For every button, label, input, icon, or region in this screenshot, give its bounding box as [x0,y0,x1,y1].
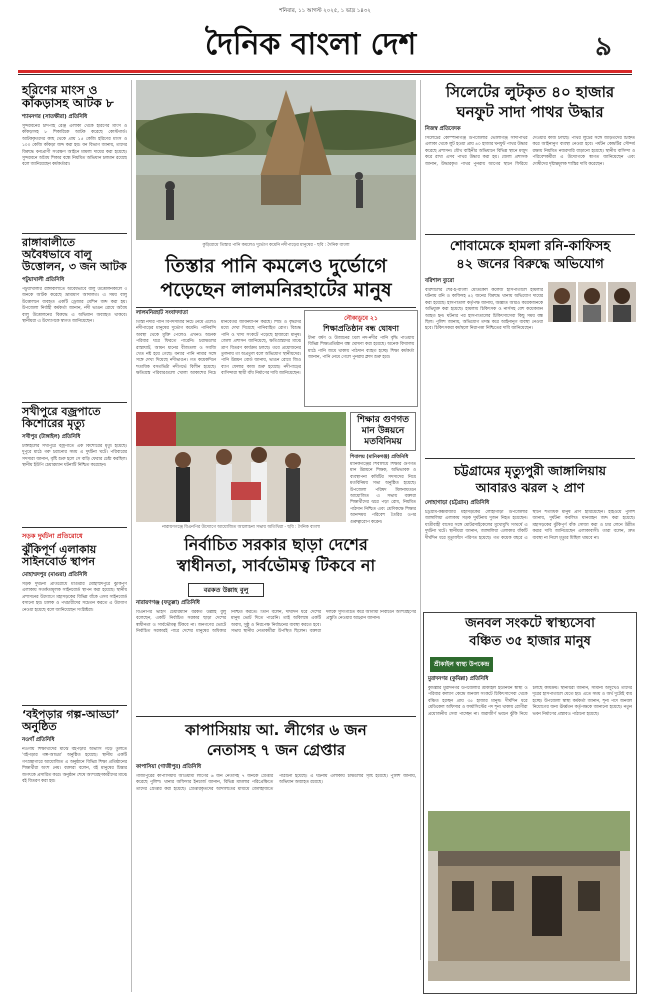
political-headline [136,534,416,576]
sylhet-headline [425,82,635,122]
health-story-box [423,612,637,994]
kicker: নৌকাডুবে ২১ [344,315,378,322]
divider [22,705,127,706]
headline: ঝুঁকিপূর্ণ এলাকায় সাইনবোর্ড স্থাপন [22,543,97,568]
story-sand-extraction [22,237,127,399]
headline: শিক্ষাপ্রতিষ্ঠান বন্ধ ঘোষণা [323,324,399,333]
chattogram-body-block [425,500,635,610]
story-deer-meat [22,84,127,230]
divider [425,458,635,459]
hospital-attack-headline [425,238,635,274]
chattogram-headline-line1: চট্টগ্রামের মৃত্যুপুরী জাঙ্গালিয়ায় [453,463,606,478]
byline: শিবালয় (মানিকগঞ্জ) প্রতিনিধি [350,455,409,460]
chattogram-headline [425,462,635,496]
byline: পটুয়াখালী প্রতিনিধি [22,277,65,283]
masthead-black-rule [18,74,632,75]
sylhet-body-block [425,126,635,236]
flood-photo-caption: কুড়িগ্রামে তিস্তার পানি কমলেও দুর্ভোগ কমেনি নদীপাড়ের মানুষের - ছবি : দৈনিক বাংলা [202,243,350,248]
story-signboard [22,531,127,702]
lead-headline-line1: তিস্তার পানি কমলেও দুর্ভোগে [165,255,387,277]
accused-portraits [548,282,636,342]
divider [425,234,635,235]
divider [22,233,127,234]
lead-headline-line2: পড়েছেন লালমনিরহাটের মানুষ [160,279,392,301]
health-headline-line1: জনবল সংকটে স্বাস্থ্যসেবা [465,616,595,631]
speaker-tag: বরকত উল্লাহ বুলু [188,583,264,597]
political-headline-line2: স্বাধীনতা, সার্বভৌমত্ব টিকবে না [176,556,376,575]
hospital-attack-headline-line2: ৪২ জনের বিরুদ্ধে অভিযোগ [456,257,604,272]
masthead-red-rule [18,70,632,73]
byline: মোহাম্মদপুর (মাগুরা) প্রতিনিধি [22,572,87,578]
divider [136,307,416,308]
health-headline [424,615,636,651]
date-line: শনিবার, ১১ আগস্ট ২০২৫, ১ ভাদ্র ১৪৩২ [279,8,371,14]
byline: শ্যামনগর (সাতক্ষীরা) প্রতিনিধি [22,114,88,120]
body-text: নওগাঁয় শিক্ষার্থীদের মাঝে বইপড়ার অভ্যাস গড়ে তুলতে ‘বইপড়ার গল্প-আড্ডা’ অনুষ্ঠিত হয়েছে। স্থানীয় একটি গণগ্রন্থাগারে আয়োজিত এ অনুষ্ঠানে বিভিন্ন শিক্ষা প্রতিষ্ঠানের শিক্ষার্থীরা অংশ নেয়। বক্তারা বলেন, বই মানুষের চিন্তার জগৎকে প্রসারিত করে। অনুষ্ঠান শেষে অংশগ্রহণকারীদের মাঝে বই বিতরণ করা হয়। [22,747,127,785]
sylhet-headline-line2: ঘনফুট সাদা পাথর উদ্ধার [456,103,604,121]
story-lightning [22,406,127,524]
kicker: সড়ক দুর্ঘটনা প্রতিরোধে [22,532,83,540]
kapasia-headline [136,720,416,760]
body-text: টাঙ্গাইলের সখীপুরে বজ্রপাতে এক কিশোরের মৃত্যু হয়েছে। দুপুরে মাঠে গরু চরানোর সময় এ দুর্ঘটনা ঘটে। পরিবারের সদস্যরা জানান, বৃষ্টি শুরু হলে সে বাড়ি ফেরার চেষ্টা করছিল। স্থানীয় ইউপি চেয়ারম্যান ঘটনাটি নিশ্চিত করেছেন। [22,444,127,469]
education-story [350,412,416,532]
byline: লোহাগাড়া (চট্টগ্রাম) প্রতিনিধি [425,500,490,506]
body-text: সুন্দরবনের চাঁদপাই রেঞ্জ এলাকা থেকে হরিণের মাংস ও কাঁকড়াসহ ৮ শিকারিকে আটক করেছে কোস্টগার্ড। আটককৃতদের কাছ থেকে প্রায় ১৫ কেজি হরিণের মাংস ও ১০০ কেজি কাঁকড়া জব্দ করা হয়। বন বিভাগ জানায়, তাদের বিরুদ্ধে বন্যপ্রাণী সংরক্ষণ আইনে মামলা দায়ের করা হয়েছে। সুন্দরবনে অবৈধ শিকার বন্ধে নিয়মিত অভিযান চলমান রয়েছে বলে জানিয়েছেন কর্মকর্তারা। [22,124,127,168]
story-book-reading [22,709,127,937]
divider [22,402,127,403]
byline: নিজস্ব প্রতিবেদক [425,126,461,132]
health-body-block [424,674,636,808]
column-rule [420,80,421,960]
byline: নওগাঁ প্রতিনিধি [22,737,55,743]
meeting-photo [136,412,346,522]
byline: কাপাসিয়া (গাজীপুর) প্রতিনিধি [136,764,201,770]
sylhet-headline-line1: সিলেটের লুটকৃত ৪০ হাজার [445,83,615,101]
page-number: ৯ [595,32,612,62]
political-headline-line1: নির্বাচিত সরকার ছাড়া দেশের [184,535,368,554]
divider [22,527,127,528]
body-text: গাজীপুরের কাপাসিয়ায় আওয়ামী লীগের ৬ জন নেতাসহ ৭ জনকে গ্রেপ্তার করেছে পুলিশ। থানার অফিসার ইনচার্জ জানান, বিভিন্ন মামলার পরিপ্রেক্ষিতে তাদের গ্রেপ্তার করা হয়েছে। গ্রেপ্তারকৃতদের আদালতের মাধ্যমে জেলহাজতে পাঠানো হয়েছে। এ ঘটনায় এলাকায় চাঞ্চল্যের সৃষ্টি হয়েছে। পুলিশ জানায়, অভিযান অব্যাহত রয়েছে। [136,774,416,792]
headline: শিক্ষার গুণগত মান উন্নয়নে মতবিনিময় [350,412,416,451]
headline: ‘বইপড়ার গল্প-আড্ডা’ অনুষ্ঠিত [22,708,120,733]
lead-headline [136,254,416,302]
hospital-attack-headline-line1: শোবামেকে হামলা রনি-কাফিসহ [449,239,611,254]
kapasia-headline-line2: নেতাসহ ৭ জন গ্রেপ্তার [206,741,346,759]
body-text: কুমিল্লার মুরাদনগর উপজেলার শ্রীকাইল ইউনিয়ন স্বাস্থ্য ও পরিবার কল্যাণ কেন্দ্রে জনবল সংকটে চিকিৎসাসেবা থেকে বঞ্চিত হচ্ছেন প্রায় ৩৫ হাজার মানুষ। দীর্ঘদিন ধরে মেডিকেল অফিসার ও ফার্মাসিস্টের পদ শূন্য থাকায় রোগীরা প্রয়োজনীয় সেবা পাচ্ছেন না। জরাজীর্ণ ভবনে ঝুঁকি নিয়ে চলছে কার্যক্রম। স্থানীয়রা জানান, সামান্য অসুখেও তাদের দূরের হাসপাতালে যেতে হয়। এতে সময় ও অর্থ দুটোই ব্যয় হচ্ছে। উপজেলা স্বাস্থ্য কর্মকর্তা জানান, শূন্য পদে জনবল নিয়োগের জন্য ঊর্ধ্বতন কর্তৃপক্ষকে জানানো হয়েছে। নতুন ভবন নির্মাণের প্রস্তাবও পাঠানো হয়েছে। [428,686,632,717]
body-text: টানা বর্ষণ ও উজানের ঢলে নদ-নদীর পানি বৃদ্ধি পাওয়ায় বিভিন্ন শিক্ষাপ্রতিষ্ঠান বন্ধ ঘোষণা করা হয়েছে। অনেক বিদ্যালয় মাঠে পানি জমে থাকায় পাঠদান ব্যাহত হচ্ছে। শিক্ষা কর্মকর্তা জানান, পানি নেমে গেলে পুনরায় ক্লাস শুরু হবে। [308,336,414,361]
byline: সখীপুর (টাঙ্গাইল) প্রতিনিধি [22,434,81,440]
hospital-attack-body-block [425,278,543,463]
body-text: পটুয়াখালীর রাঙ্গাবালীতে অবৈধভাবে বালু উত্তোলনকালে ৩ জনকে আটক করেছে ভ্রাম্যমাণ আদালত। এ সময় বালু উত্তোলনে ব্যবহৃত একটি ড্রেজার মেশিন জব্দ করা হয়। উপজেলা নির্বাহী কর্মকর্তা জানান, নদী ভাঙন রোধে অবৈধ বালু উত্তোলনের বিরুদ্ধে এ অভিযান অব্যাহত থাকবে। স্থানীয়রা এ উদ্যোগকে স্বাগত জানিয়েছেন। [22,287,127,325]
body-text: মানিকগঞ্জের শিবালয়ে শিক্ষার গুণগত মান উন্নয়নে শিক্ষক, অভিভাবক ও ব্যবস্থাপনা কমিটির সদস্যদের নিয়ে মতবিনিময় সভা অনুষ্ঠিত হয়েছে। উপজেলা পরিষদ মিলনায়তনে আয়োজিত এ সভায় বক্তারা শিক্ষার্থীদের ঝরে পড়া রোধ, নিয়মিত পাঠদান নিশ্চিত এবং শ্রেণিকক্ষে শিক্ষার আনন্দময় পরিবেশ তৈরির ওপর গুরুত্বারোপ করেন। [350,462,416,524]
body-text: সড়ক দুর্ঘটনা প্রতিরোধে মাগুরার মোহাম্মদপুরে ঝুঁকিপূর্ণ এলাকায় সতর্কতামূলক সাইনবোর্ড স্থাপন করা হয়েছে। স্থানীয় প্রশাসনের উদ্যোগে মহাসড়কের বিভিন্ন বাঁকে এসব সাইনবোর্ড বসানো হয়। চালক ও পথচারীদের সচেতন করতে এ উদ্যোগ নেওয়া হয়েছে বলে জানিয়েছেন সংশ্লিষ্টরা। [22,582,127,613]
flood-photo [136,80,416,240]
column-rule [131,80,132,992]
meeting-photo-caption: নারায়ণগঞ্জে বিএনপির উদ্যোগে আয়োজিত আলোচনা সভায় অতিথিরা - ছবি : দৈনিক বাংলা [162,525,320,530]
body-text: বরিশালের শের-ই-বাংলা মেডিকেল কলেজ হাসপাতালে হামলার ঘটনায় রনি ও কাফিসহ ৪২ জনের বিরুদ্ধে থানায় অভিযোগ দায়ের করা হয়েছে। হাসপাতাল কর্তৃপক্ষ জানায়, অজ্ঞাত আরও কয়েকজনকে অভিযুক্ত করা হয়েছে। হামলায় চিকিৎসক ও নার্সসহ বেশ কয়েকজন আহত হন। ঘটনার পর হাসপাতালের চিকিৎসাসেবা কিছু সময় বন্ধ ছিল। পুলিশ জানায়, অভিযোগ তদন্ত করে আইনানুগ ব্যবস্থা নেওয়া হবে। চিকিৎসকরা কর্মস্থলে নিরাপত্তা নিশ্চিতের দাবি জানিয়েছেন। [425,288,543,332]
byline: মুরাদনগর (কুমিল্লা) প্রতিনিধি [428,676,489,682]
headline: সখীপুরে বজ্রপাতে কিশোরের মৃত্যু [22,405,101,430]
health-headline-line2: বঞ্চিত ৩৫ হাজার মানুষ [469,634,591,649]
headline: হরিণের মাংস ও কাঁকড়াসহ আটক ৮ [22,83,114,110]
health-tag: শ্রীকাইল স্বাস্থ্য উপকেন্দ্র [430,657,493,672]
divider [136,716,416,717]
byline: বরিশাল ব্যুরো [425,278,454,284]
health-center-photo [428,811,632,981]
logo-text: দৈনিক বাংলা দেশ [205,27,417,62]
school-feature-box [304,310,418,407]
byline: লালমনিরহাট সংবাদদাতা [136,310,188,316]
body-text: তিস্তা নদীর পানি বিপদসীমার নিচে নেমে এলেও নদীপাড়ের মানুষের দুর্ভোগ কমেনি। পানিবন্দি অবস্থা থেকে মুক্তি পেলেও এখনও অনেক পরিবার ঘরে ফিরতে পারেনি। চরাঞ্চলের রাস্তাঘাট, আমন ধানের বীজতলা ও সবজি খেত নষ্ট হয়ে গেছে। বন্যার পানি নামার সঙ্গে সঙ্গে দেখা দিয়েছে নদীভাঙন। গত কয়েকদিনে শতাধিক বসতভিটা নদীগর্ভে বিলীন হয়েছে। ক্ষতিগ্রস্ত পরিবারগুলো খোলা আকাশের নিচে মানবেতর জীবনযাপন করছে। শিশু ও বৃদ্ধদের মধ্যে দেখা দিয়েছে পানিবাহিত রোগ। বিশুদ্ধ পানি ও খাদ্য সংকটে পড়েছে হাজারো মানুষ। জেলা প্রশাসন জানিয়েছে, ক্ষতিগ্রস্তদের মাঝে ত্রাণ বিতরণ কার্যক্রম চলছে। তবে প্রয়োজনের তুলনায় তা অপ্রতুল বলে অভিযোগ স্থানীয়দের। পানি উন্নয়ন বোর্ড জানায়, ভাঙন রোধে জিও ব্যাগ ফেলার কাজ শুরু হয়েছে। নদীপাড়ের বাসিন্দারা স্থায়ী বাঁধ নির্মাণের দাবি জানিয়েছেন। [136,320,301,377]
headline: রাঙ্গাবালীতে অবৈধভাবে বালু উত্তোলন, ৩ জন আটক [22,236,127,273]
chattogram-headline-line2: আবারও ঝরল ২ প্রাণ [475,480,585,495]
byline: নারায়ণগঞ্জ (ফতুল্লা) প্রতিনিধি [136,600,200,606]
kapasia-body-block [136,764,416,994]
kapasia-headline-line1: কাপাসিয়ায় আ. লীগের ৬ জন [185,721,367,739]
masthead-logo [205,22,445,68]
political-body-block [136,600,416,710]
left-column [22,80,127,992]
lead-body-block [136,310,301,414]
body-text: চট্টগ্রাম-কক্সবাজার মহাসড়কের লোহাগাড়া উপজেলার জাঙ্গালিয়া এলাকায় সড়ক দুর্ঘটনায় দুজন নিহত হয়েছেন। যাত্রীবাহী বাসের সঙ্গে মোটরসাইকেলের মুখোমুখি সংঘর্ষে এ দুর্ঘটনা ঘটে। স্থানীয়রা জানান, জাঙ্গালিয়া এলাকার বাঁকটি দীর্ঘদিন ধরে মৃত্যুফাঁদে পরিণত হয়েছে। গত কয়েক বছরে এ স্থানে শতাধিক মানুষ প্রাণ হারিয়েছেন। হাইওয়ে পুলিশ জানায়, দুর্ঘটনা কবলিত যানবাহন জব্দ করা হয়েছে। মহাসড়কের ঝুঁকিপূর্ণ বাঁক সোজা করা ও চার লেনে উন্নীত করার দাবি জানিয়েছেন এলাকাবাসী। তারা বলেন, দ্রুত ব্যবস্থা না নিলে মৃত্যুর মিছিল থামবে না। [425,510,635,541]
body-text: বিএনপির ভাইস চেয়ারম্যান বরকত উল্লাহ বুলু বলেছেন, একটি নির্বাচিত সরকার ছাড়া দেশের স্বাধীনতা ও সার্বভৌমত্ব টিকবে না। জনগণের ভোটে নির্বাচিত সরকারই পারে দেশের মানুষের অধিকার নিশ্চিত করতে। তিনি বলেন, দীর্ঘদিন ধরে দেশের মানুষ ভোট দিতে পারেনি। তাই অবিলম্বে একটি অবাধ, সুষ্ঠু ও নিরপেক্ষ নির্বাচনের ব্যবস্থা করতে হবে। সভায় স্থানীয় নেতাকর্মীরা উপস্থিত ছিলেন। বক্তারা দলকে সুসংগঠিত করে আগামী নির্বাচনে অংশগ্রহণের প্রস্তুতি নেওয়ার আহ্বান জানান। [136,610,416,635]
body-text: সিলেটের কোম্পানীগঞ্জ উপজেলার ভোলাগঞ্জ সাদাপাথর এলাকা থেকে লুট হওয়া প্রায় ৪০ হাজার ঘনফুট পাথর উদ্ধার করেছে প্রশাসন। যৌথ বাহিনীর অভিযানে বিভিন্ন স্থানে মজুদ করে রাখা এসব পাথর উদ্ধার করা হয়। জেলা প্রশাসক জানান, উদ্ধারকৃত পাথর পুনরায় আগের স্থানে ফিরিয়ে দেওয়ার কাজ চলছে। পাথর লুটের সঙ্গে জড়িতদের চিহ্নিত করে আইনানুগ ব্যবস্থা নেওয়া হবে। পর্যটন কেন্দ্রটির সৌন্দর্য রক্ষায় নিয়মিত নজরদারি বাড়ানো হয়েছে। স্থানীয় বাসিন্দা ও পরিবেশকর্মীরা এ উদ্যোগকে স্বাগত জানিয়েছেন এবং দোষীদের দৃষ্টান্তমূলক শাস্তির দাবি করেছেন। [425,136,635,167]
